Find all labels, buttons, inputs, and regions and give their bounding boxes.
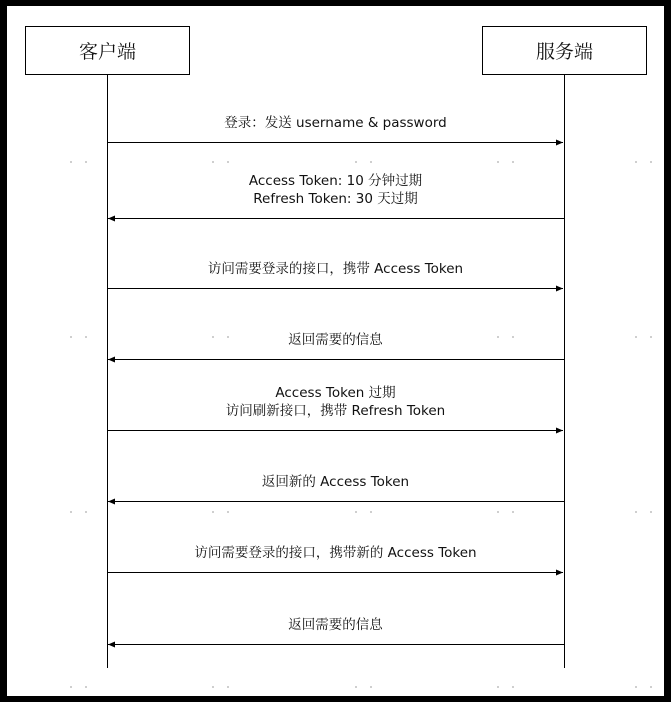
message-text-line: Access Token: 10 分钟过期 <box>248 173 423 189</box>
message-text-line: 访问刷新接口，携带 Refresh Token <box>225 403 446 419</box>
message-arrows <box>7 6 664 696</box>
message-label <box>107 473 564 491</box>
message-text-line: 返回新的 Access Token <box>261 474 410 490</box>
message-label <box>107 114 564 132</box>
message-label <box>107 331 564 349</box>
server-actor-label: 服务端 <box>535 41 593 63</box>
message-text-line: 返回需要的信息 <box>288 617 383 633</box>
message-label <box>107 172 564 208</box>
client-actor-label: 客户端 <box>78 41 136 63</box>
message-text-line: 访问需要登录的接口，携带新的 Access Token <box>194 545 477 561</box>
message-label <box>107 260 564 278</box>
message-text-line: Refresh Token: 30 天过期 <box>253 191 418 207</box>
message-label <box>107 616 564 634</box>
message-label <box>107 544 564 562</box>
message-text-line: Access Token 过期 <box>275 385 396 401</box>
message-text-line: 访问需要登录的接口，携带 Access Token <box>207 261 464 277</box>
message-text-line: 登录：发送 username & password <box>224 115 447 131</box>
message-text-line: 返回需要的信息 <box>288 332 383 348</box>
diagram-canvas <box>7 6 664 696</box>
message-label <box>107 384 564 420</box>
